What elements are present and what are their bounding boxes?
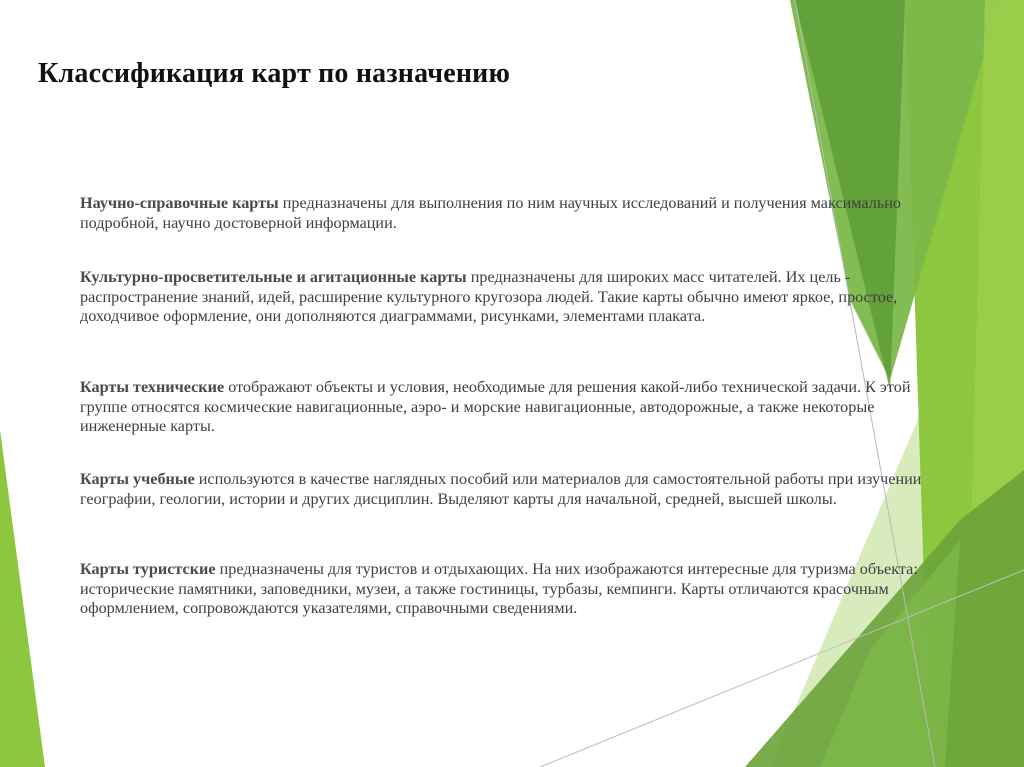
term-science-maps: Научно-справочные карты	[80, 194, 279, 212]
text-technical-maps: отображают объекты и условия, необходимые для решения какой-либо технической задачи. К этой группе относятся космические навигационные, аэро- и морские навигационные, автодорожные, а также некоторые инженерные карты.	[80, 378, 911, 436]
text-cultural-maps: предназначены для широких масс читателей. Их цель - распространение знаний, идей, расширение культурного кругозора людей. Такие карты обычно имеют яркое, простое, доходчивое оформление, они дополняются диаграммами, рисунками, элементами плаката.	[80, 268, 898, 326]
slide-title: Классификация карт по назначению	[38, 58, 511, 89]
text-science-maps: предназначены для выполнения по ним научных исследований и получения максимально подробной, научно достоверной информации.	[80, 194, 901, 232]
term-cultural-maps: Культурно-просветительные и агитационные карты	[80, 268, 467, 286]
term-educational-maps: Карты учебные	[80, 470, 195, 488]
paragraph-science-maps	[80, 194, 950, 233]
paragraph-technical-maps	[80, 378, 950, 437]
paragraph-educational-maps	[80, 470, 950, 509]
paragraph-tourist-maps	[80, 560, 950, 619]
text-tourist-maps: предназначены для туристов и отдыхающих. На них изображаются интересные для туризма объекта: исторические памятники, заповедники, музеи, а также гостиницы, турбазы, кемпинги. Карты отличаются красочным оформлением, сопровождаются указателями, справочными сведениями.	[80, 560, 918, 618]
term-tourist-maps: Карты туристские	[80, 560, 216, 578]
term-technical-maps: Карты технические	[80, 378, 225, 396]
text-educational-maps: используются в качестве наглядных пособий или материалов для самостоятельной работы при изучении географии, геологии, истории и других дисциплин. Выделяют карты для начальной, средней, высшей школы.	[80, 470, 922, 508]
deco-left-wedge	[0, 430, 45, 767]
paragraph-cultural-maps	[80, 268, 950, 327]
